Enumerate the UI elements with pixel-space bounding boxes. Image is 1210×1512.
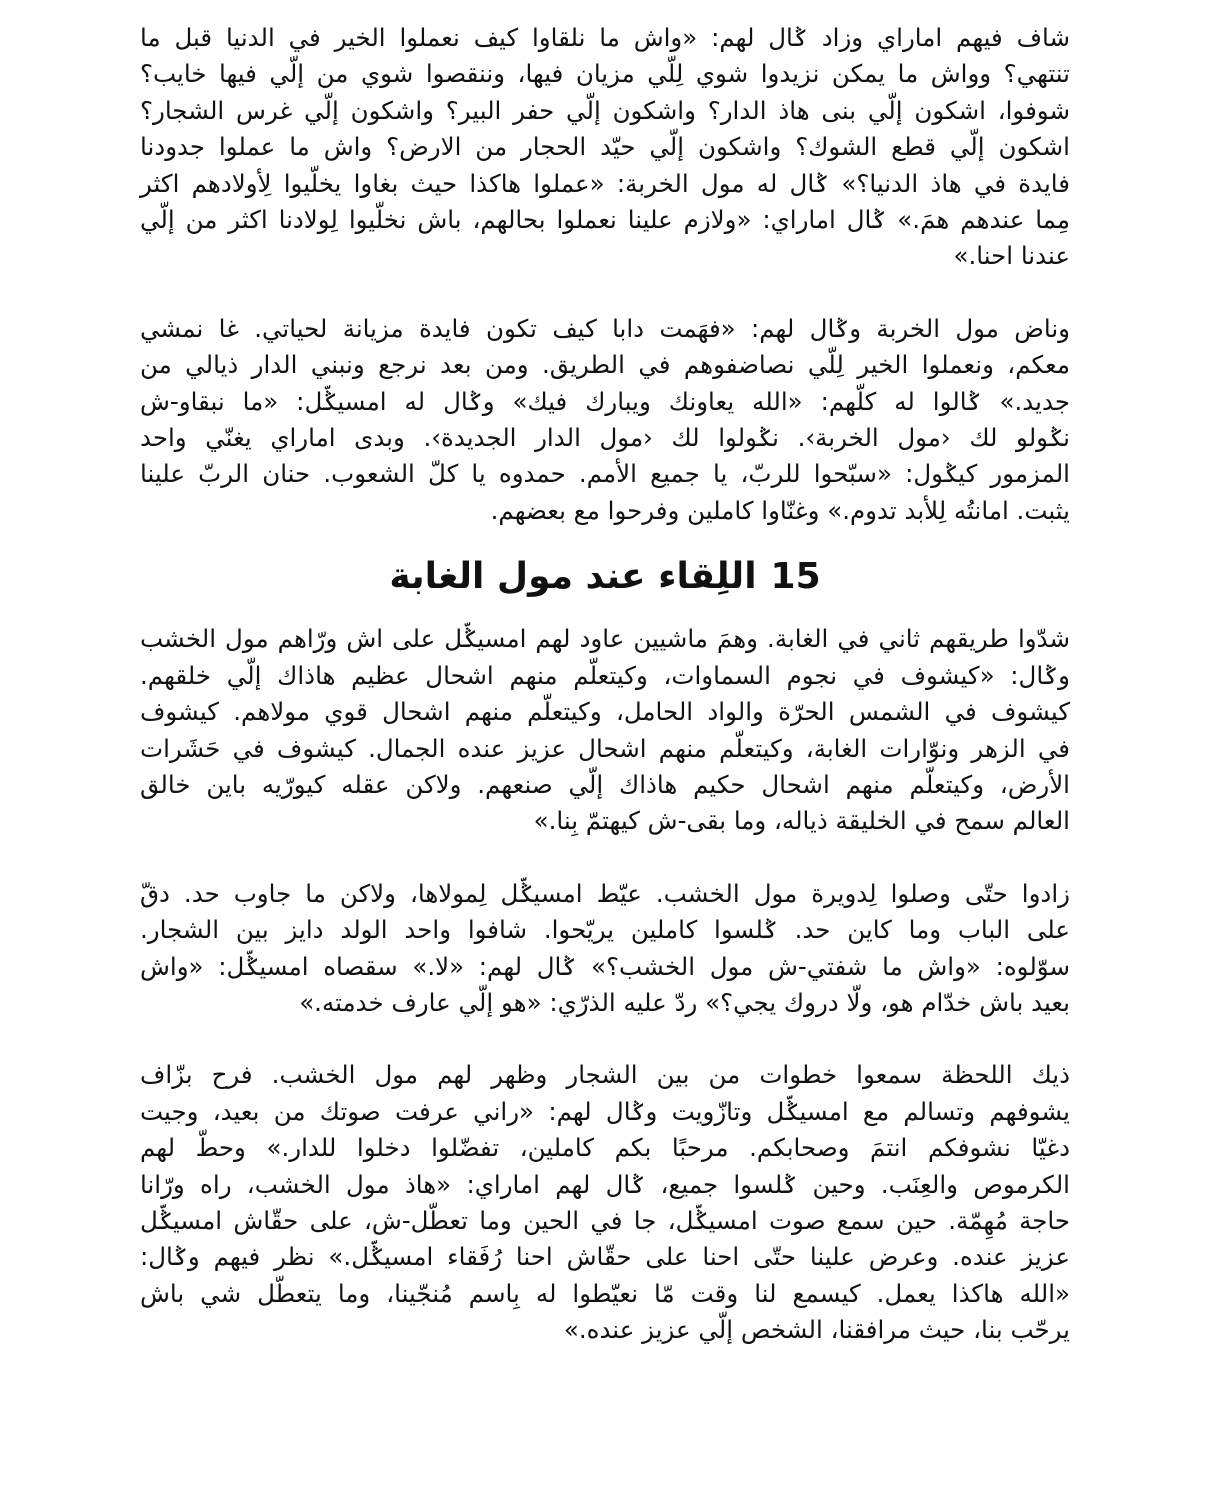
text-line: وݣال: «كيشوف في نجوم السماوات، وكيتعلّم منهم اشحال عظيم هاذاك إلّي خلقهم. [140,660,1070,690]
text-line: شاف فيهم اماراي وزاد ݣال لهم: «واش ما نلقاوا كيف نعملوا الخير في الدنيا قبل ما [140,23,1070,52]
paragraph-5 [140,1057,1070,1348]
chapter-title-text: اللِقاء عند مول الغابة [389,556,757,598]
text-line: ذيك اللحظة سمعوا خطوات من بين الشجار وظهر لهم مول الخشب. فرح بزّاف [140,1060,1070,1090]
text-line: جديد.» ݣالوا له كلّهم: «الله يعاونك ويبارك فيك» وݣال له امسيݣّل: «ما نبقاو-ش [140,386,1070,416]
text-line: العالم سمح في الخليقة ذياله، وما بقى-ش كيهتمّ بِنا.» [533,806,1070,836]
paragraph-2 [140,311,1070,529]
text-line: تنتهي؟ وواش ما يمكن نزيدوا شوي لِلّي مزيان فيها، وننقصوا شوي من إلّي فيها خايب؟ [140,59,1070,89]
chapter-heading [140,551,1070,603]
paragraph-gap [140,1021,1070,1057]
text-line: في الزهر ونوّارات الغابة، وكيتعلّم منهم اشحال عزيز عنده الجمال. كيشوف في حَشَرات [140,733,1070,763]
text-line: على الباب وما كاين حد. ݣلسوا كاملين يريّحوا. شافوا واحد الولد دايز بين الشجار. [140,915,1070,945]
text-line: شدّوا طريقهم ثاني في الغابة. وهمَ ماشيين عاود لهم امسيݣّل على اش ورّاهم مول الخشب [140,624,1070,654]
text-line: عندنا احنا.» [953,241,1070,271]
text-line: «الله هاكذا يعمل. كيسمع لنا وقت مّا نعيّطوا له بِاسم مُنجّينا، وما يتعطّل شي باش [140,1278,1070,1308]
paragraph-gap [140,840,1070,876]
text-line: حاجة مُهِمّة. حين سمع صوت امسيݣّل، جا في الحين وما تعطّل-ش، على حقّاش امسيݣّل [140,1205,1070,1235]
text-line: عزيز عنده. وعرض علينا حتّى احنا على حقّاش احنا رُفَقاء امسيݣّل.» نظر فيهم وݣال: [140,1242,1070,1272]
text-line: زادوا حتّى وصلوا لِدويرة مول الخشب. عيّط امسيݣّل لِمولاها، ولاكن ما جاوب حد. دقّ [140,878,1070,908]
text-line: شوفوا، اشكون إلّي بنى هاذ الدار؟ واشكون إلّي حفر البير؟ واشكون إلّي غرس الشجار؟ [140,95,1070,125]
document-page [140,20,1070,1349]
paragraph-3 [140,621,1070,839]
text-line: سوّلوه: «واش ما شفتي-ش مول الخشب؟» ݣال لهم: «لا.» سقصاه امسيݣّل: «واش [140,951,1070,981]
text-line: معكم، ونعملوا الخير لِلّي نصاضفوهم في الطريق. ومن بعد نرجع ونبني الدار ذيالي من [140,350,1070,380]
text-line: دغيّا نشوفكم انتمَ وصحابكم. مرحبًا بكم كاملين، تفضّلوا دخلوا للدار.» وحطّ لهم [140,1133,1070,1163]
paragraph-4 [140,876,1070,1022]
text-line: الأرض، وكيتعلّم منهم اشحال حكيم هاذاك إلّي صنعهم. ولاكن عقله كيورّيه باين خالق [140,769,1070,799]
text-line: كيشوف في الشمس الحرّة والواد الحامل، وكيتعلّم منهم اشحال قوي مولاهم. كيشوف [140,697,1070,727]
paragraph-gap [140,275,1070,311]
text-line: يرحّب بنا، حيث مرافقنا، الشخص إلّي عزيز عنده.» [563,1315,1070,1345]
text-line: بعيد باش خدّام هو، ولّا دروك يجي؟» ردّ عليه الذرّي: «هو إلّي عارف خدمته.» [299,987,1070,1017]
text-line: نݣولو لك ‹مول الخربة›. نݣولوا لك ‹مول الدار الجديدة›. وبدى اماراي يغنّي واحد [140,423,1070,453]
text-line: يثبت. امانتُه لِلأبد تدوم.» وغنّاوا كاملين وفرحوا مع بعضهم. [490,495,1070,525]
text-line: الكرموص والعِنَب. وحين ݣلسوا جميع، ݣال لهم اماراي: «هاذ مول الخشب، راه ورّانا [140,1169,1070,1199]
text-line: المزمور كيݣول: «سبّحوا للربّ، يا جميع الأمم. حمدوه يا كلّ الشعوب. حنان الربّ علينا [140,459,1070,489]
text-line: وناض مول الخربة وݣال لهم: «فهَمت دابا كيف تكون فايدة مزيانة لحياتي. غا نمشي [140,313,1070,343]
text-line: يشوفهم وتسالم مع امسيݣّل وتازّويت وݣال لهم: «راني عرفت صوتك من بعيد، وجيت [140,1096,1070,1126]
text-line: مِما عندهم همَ.» ݣال اماراي: «ولازم علينا نعملوا بحالهم، باش نخلّيوا لِولادنا اكثر من إلّي [140,205,1070,235]
chapter-number: 15 [770,556,821,598]
text-line: فايدة في هاذ الدنيا؟» ݣال له مول الخربة: «عملوا هاكذا حيث بغاوا يخلّيوا لِأولادهم اكثر [140,168,1070,198]
paragraph-1 [140,20,1070,275]
text-line: اشكون إلّي قطع الشوك؟ واشكون إلّي حيّد الحجار من الارض؟ واش ما عملوا جدودنا [140,132,1070,162]
